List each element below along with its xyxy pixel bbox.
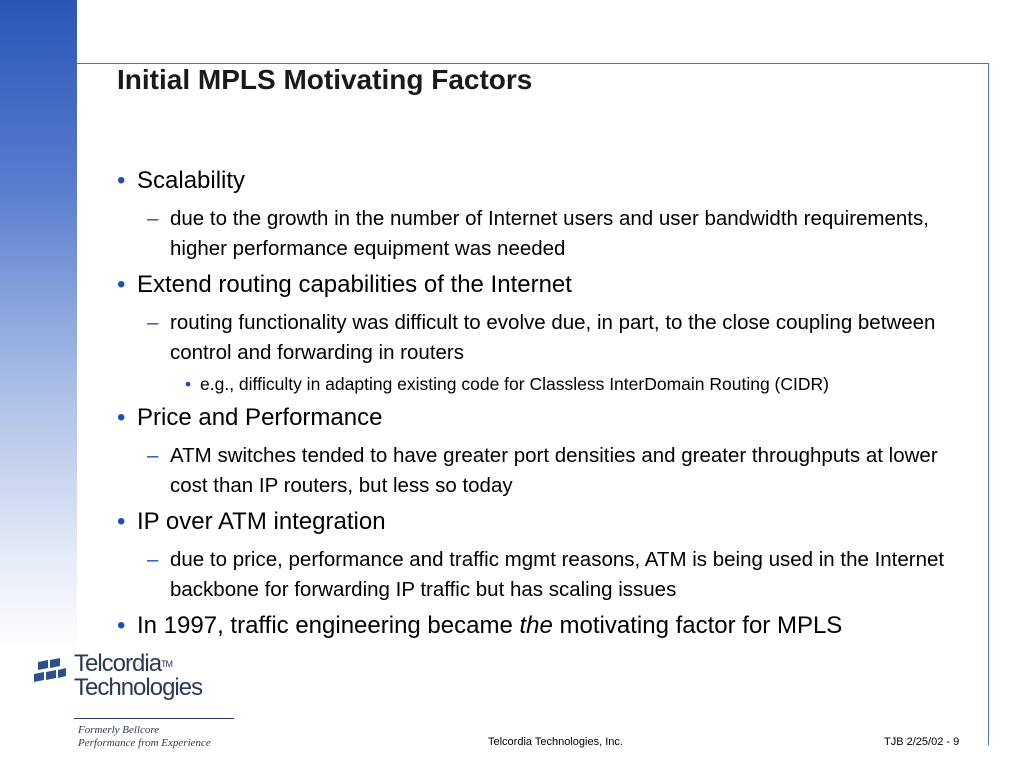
bullet-text: IP over ATM integration [137,508,386,535]
small-bullet-icon: • [185,374,192,394]
logo-wordmark [74,652,202,700]
sub-bullet [117,204,977,264]
sub-bullet [117,308,977,368]
bullet-icon: • [117,404,126,431]
logo-line1: Telcordia [74,650,162,677]
bullet-routing [117,270,977,300]
bullet-icon: • [117,271,126,298]
tagline-line2: Performance from Experience [78,737,211,749]
bullet-icon: • [117,612,126,639]
logo-tagline [78,724,211,750]
tagline-line1: Formerly Bellcore [78,724,160,736]
footer-company: Telcordia Technologies, Inc. [488,736,623,748]
logo-line2: Technologies [74,674,203,701]
sub-sub-bullet-text: e.g., difficulty in adapting existing code for Classless InterDomain Routing (CIDR) [200,374,829,394]
bullet-icon: • [117,167,126,194]
dash-icon: – [147,548,159,571]
dash-icon: – [147,311,159,334]
bullet-traffic-engineering [117,611,977,641]
slide-content [117,160,977,641]
logo-divider [74,718,234,719]
bullet-text-after: motivating factor for MPLS [552,612,843,639]
dash-icon: – [147,444,159,467]
page-title: Initial MPLS Motivating Factors [117,64,533,95]
bullet-text: Price and Performance [137,404,383,431]
sub-bullet [117,441,977,501]
bullet-scalability [117,166,977,196]
bullet-icon: • [117,508,126,535]
bullet-ip-over-atm [117,507,977,537]
sub-sub-bullet [117,371,977,397]
dash-icon: – [147,207,159,230]
sub-bullet-text: due to price, performance and traffic mgmt reasons, ATM is being used in the Internet backbone for forwarding IP traffic but has scaling issues [170,548,945,601]
footer-slide-ref: TJB 2/25/02 - 9 [884,736,960,748]
bullet-text: Extend routing capabilities of the Internet [137,271,572,298]
sub-bullet-text: routing functionality was difficult to evolve due, in part, to the close coupling between control and forwarding in routers [170,311,936,364]
sub-bullet [117,545,977,605]
bullet-text: Scalability [137,167,246,194]
sub-bullet-text: due to the growth in the number of Internet users and user bandwidth requirements, higher performance equipment was needed [170,207,929,260]
sub-bullet-text: ATM switches tended to have greater port densities and greater throughputs at lower cost than IP routers, but less so today [170,444,938,497]
bullet-price-performance [117,403,977,433]
telcordia-logo [30,652,230,752]
trademark: TM [161,659,173,669]
bullet-text-before: In 1997, traffic engineering became [137,612,520,639]
frame-right-line [988,63,989,745]
bullet-text-emphasis: the [519,612,553,639]
telcordia-logo-icon [32,658,68,692]
